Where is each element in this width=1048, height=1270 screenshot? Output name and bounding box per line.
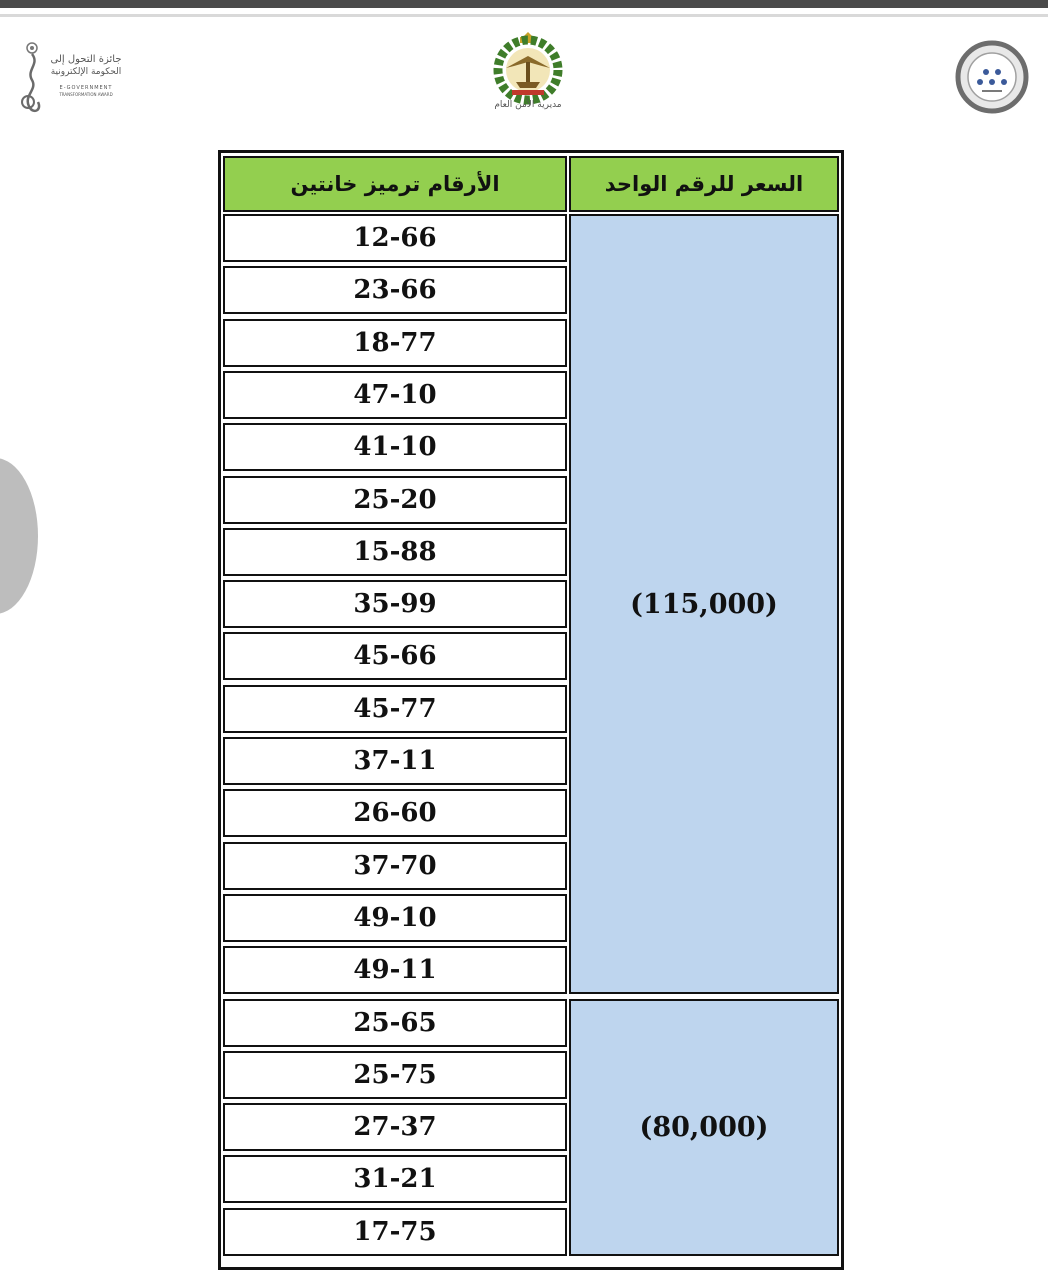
number-cell: 49-11	[223, 946, 567, 994]
number-cell: 41-10	[223, 423, 567, 471]
price-cell: (115,000)	[569, 214, 839, 994]
number-cell: 35-99	[223, 580, 567, 628]
number-cell: 37-11	[223, 737, 567, 785]
number-cell: 23-66	[223, 266, 567, 314]
award-title-en-1: E-GOVERNMENT	[59, 85, 113, 91]
number-cell: 12-66	[223, 214, 567, 262]
number-cell: 17-75	[223, 1208, 567, 1256]
number-cell: 45-77	[223, 685, 567, 733]
number-cell: 45-66	[223, 632, 567, 680]
award-swirl-icon	[18, 40, 58, 118]
award-title-ar-1: جائزة التحول إلى	[50, 54, 122, 65]
number-cell: 37-70	[223, 842, 567, 890]
number-cell: 49-10	[223, 894, 567, 942]
award-title-en-2: TRANSFORMATION AWARD	[59, 92, 113, 97]
number-cell: 18-77	[223, 319, 567, 367]
excellence-seal-icon	[950, 40, 1034, 114]
header-price: السعر للرقم الواحد	[569, 156, 839, 212]
number-cell: 31-21	[223, 1155, 567, 1203]
award-title-ar-2: الحكومة الإلكترونية	[50, 67, 122, 77]
emblem-caption: مديرية الأمن العام	[494, 100, 562, 110]
number-cell: 47-10	[223, 371, 567, 419]
top-rule	[0, 0, 1048, 8]
side-scroll-handle[interactable]	[0, 458, 38, 614]
price-table	[218, 150, 844, 1270]
number-cell: 25-65	[223, 999, 567, 1047]
top-rule-secondary	[0, 14, 1048, 17]
price-cell: (80,000)	[569, 999, 839, 1256]
header-numbers: الأرقام ترميز خانتين	[223, 156, 567, 212]
number-cell: 27-37	[223, 1103, 567, 1151]
number-cell: 25-20	[223, 476, 567, 524]
number-cell: 26-60	[223, 789, 567, 837]
number-cell: 15-88	[223, 528, 567, 576]
e-government-award-logo	[18, 40, 122, 120]
number-cell: 25-75	[223, 1051, 567, 1099]
